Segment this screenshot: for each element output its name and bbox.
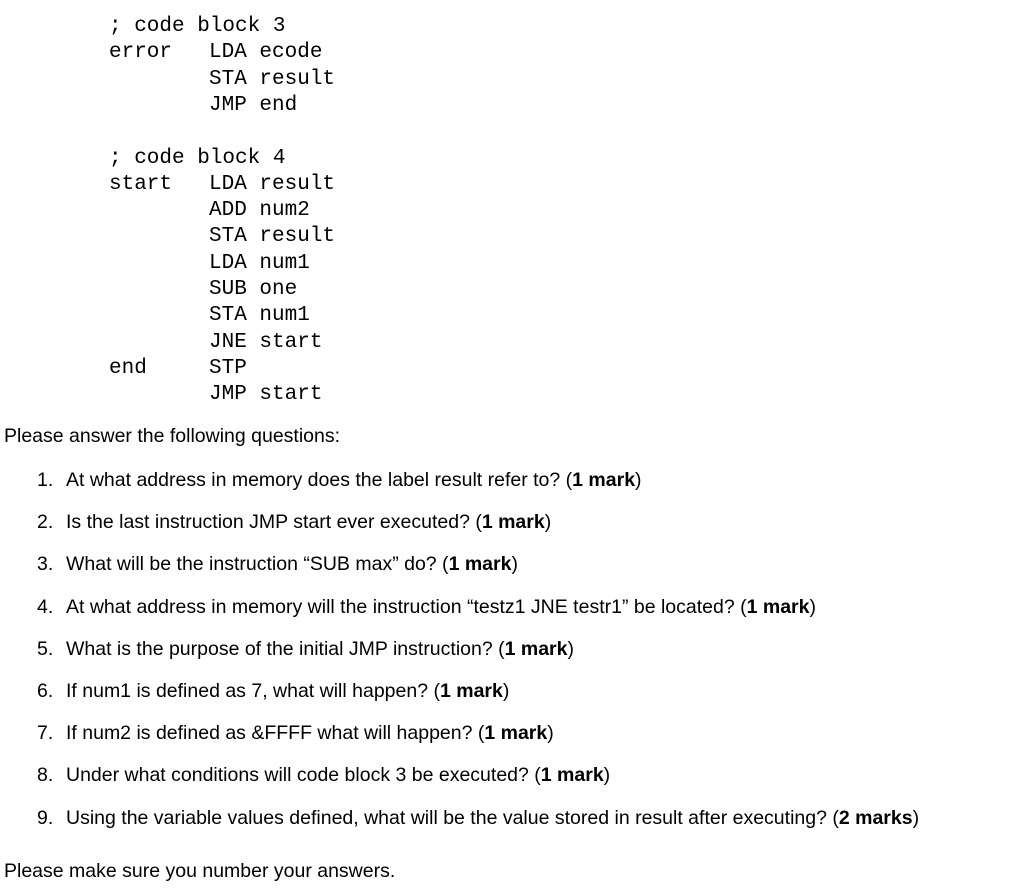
code-instruction: JMP end <box>209 93 298 117</box>
question-close: ) <box>912 806 920 829</box>
code-comment: ; code block 3 <box>109 15 286 38</box>
question-number: 9. <box>37 806 54 829</box>
question-body: At what address in memory does the label result refer to? ( <box>66 469 573 491</box>
code-instruction: ADD num2 <box>209 199 310 223</box>
question-text <box>66 469 642 492</box>
question-number: 8. <box>37 764 54 787</box>
code-label: end <box>109 356 147 380</box>
code-instruction: SUB one <box>209 278 298 301</box>
question-marks: 1 mark <box>484 722 548 745</box>
question-marks: 1 mark <box>540 764 604 787</box>
question-number: 7. <box>37 722 54 745</box>
question-marks: 1 mark <box>504 637 568 660</box>
code-comment: ; code block 4 <box>109 146 286 170</box>
question-text <box>66 511 551 534</box>
question-marks: 1 mark <box>746 595 810 618</box>
code-instruction: STA result <box>209 225 336 249</box>
code-instruction: STA result <box>209 67 336 91</box>
question-body: If num2 is defined as &FFFF what will happen? ( <box>66 722 485 745</box>
question-close: ) <box>544 511 552 534</box>
question-close: ) <box>511 553 518 576</box>
question-text <box>66 680 509 703</box>
question-text <box>66 764 610 787</box>
question-body: What will be the instruction “SUB max” do? ( <box>66 553 449 576</box>
question-number: 1. <box>37 469 54 491</box>
code-instruction: STA num1 <box>209 304 310 328</box>
question-text <box>66 596 816 619</box>
question-marks: 1 mark <box>572 469 636 491</box>
question-text <box>66 638 574 661</box>
question-number: 4. <box>37 595 54 618</box>
question-text <box>66 807 919 830</box>
question-body: What is the purpose of the initial JMP instruction? ( <box>66 637 505 660</box>
question-body: At what address in memory will the instruction “testz1 JNE testr1” be located? ( <box>66 595 747 618</box>
question-marks: 1 mark <box>439 680 503 702</box>
question-close: ) <box>603 764 611 787</box>
code-instruction: JMP start <box>209 383 323 407</box>
question-number: 6. <box>37 680 54 702</box>
question-close: ) <box>502 680 510 702</box>
question-body: Using the variable values defined, what will be the value stored in result after executing? ( <box>66 806 839 829</box>
code-label: error <box>109 41 173 65</box>
code-instruction: JNE start <box>209 330 323 354</box>
question-body: If num1 is defined as 7, what will happen? ( <box>66 680 440 702</box>
question-text <box>66 553 518 576</box>
code-instruction: LDA result <box>209 172 336 196</box>
code-label: start <box>109 172 173 196</box>
question-close: ) <box>567 637 574 660</box>
code-instruction: LDA ecode <box>209 41 323 65</box>
question-close: ) <box>547 722 554 745</box>
code-instruction: LDA num1 <box>209 251 310 275</box>
question-marks: 1 mark <box>481 511 545 534</box>
question-marks: 1 mark <box>448 553 512 576</box>
question-number: 3. <box>37 553 54 576</box>
question-number: 2. <box>37 511 54 534</box>
question-number: 5. <box>37 637 54 660</box>
question-body: Is the last instruction JMP start ever executed? ( <box>66 511 482 534</box>
code-instruction: STP <box>209 356 247 380</box>
questions-intro: Please answer the following questions: <box>4 425 341 447</box>
question-marks: 2 marks <box>838 806 913 829</box>
closing-note: Please make sure you number your answers. <box>4 860 396 882</box>
question-body: Under what conditions will code block 3 be executed? ( <box>66 764 541 787</box>
question-close: ) <box>635 469 642 491</box>
question-close: ) <box>809 595 816 618</box>
question-text <box>66 722 554 745</box>
